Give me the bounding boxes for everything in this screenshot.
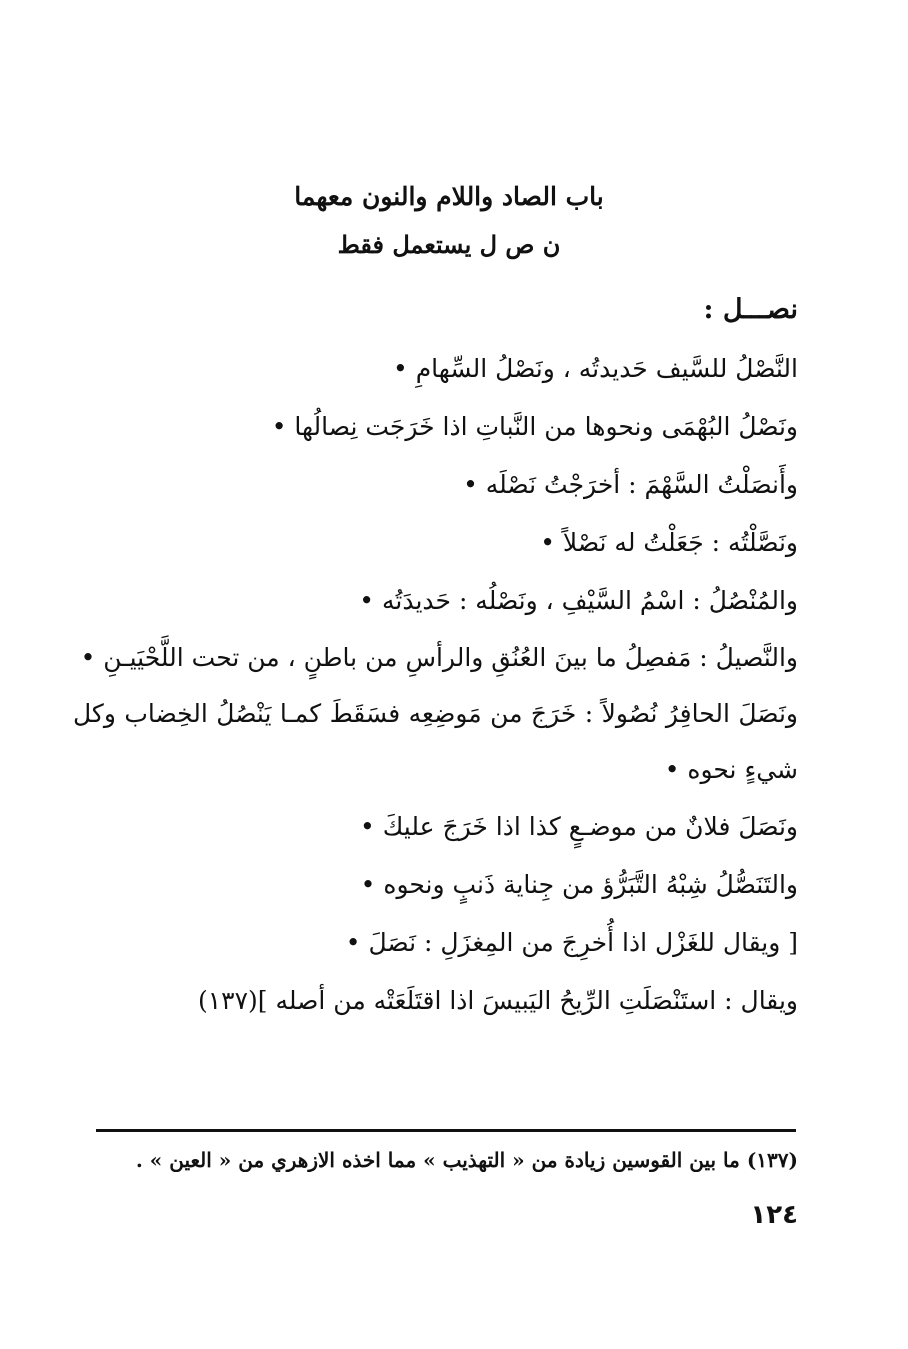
entry-line: والمُنْصُلُ : اسْمُ السَّيْفِ ، ونَصْلُه : حَديدَتُه • — [359, 586, 798, 615]
entry-line: والتَنَصُّلُ شِبْهُ التَّبَرُّؤ من جِناية ذَنبٍ ونحوه • — [360, 870, 798, 899]
page-number: ١٢٤ — [750, 1200, 798, 1230]
footnote: (١٣٧) ما بين القوسين زيادة من « التهذيب » مما اخذه الازهري من « العين » . — [135, 1148, 798, 1172]
chapter-title: باب الصاد واللام والنون معهما — [294, 182, 604, 211]
entry-line: وأَنصَلْتُ السَّهْمَ : أخرَجْتُ نَصْلَه • — [463, 470, 798, 499]
entry-line: والنَّصيلُ : مَفصِلُ ما بينَ العُنُقِ والرأسِ من باطنٍ ، من تحت اللَّحْيَيـنِ • — [80, 643, 798, 672]
entry-line: ونَصَّلْتُه : جَعَلْتُ له نَصْلاً • — [540, 528, 798, 557]
entry-line: ونَصَلَ الحافِرُ نُصُولاً : خَرَجَ من مَوضِعِه فسَقَطَ كمـا يَنْصُلُ الخِضاب وكل شيءٍ نحوه • — [73, 699, 798, 784]
entry-line: [ ويقال للغَزْل اذا أُخرِجَ من المِغزَلِ : نَصَلَ • — [345, 928, 798, 957]
footnote-divider — [96, 1129, 796, 1132]
chapter-subtitle: ن ص ل يستعمل فقط — [337, 230, 561, 259]
entry-line: النَّصْلُ للسَّيف حَديدتُه ، ونَصْلُ السِّهامِ • — [393, 354, 798, 383]
entry-line: ونَصَلَ فلانٌ من موضـعٍ كذا اذا خَرَجَ عليكَ • — [360, 812, 798, 841]
entry-line: ونَصْلُ البُهْمَى ونحوها من النَّباتِ اذا خَرَجَت نِصالُها • — [271, 412, 798, 441]
entry-line: ويقال : استَنْصَلَتِ الرِّيحُ اليَبيسَ اذا اقتَلَعَتْه من أصله ](١٣٧) — [197, 986, 798, 1015]
entry-lines — [73, 340, 798, 1030]
entry-headword: نصـــل : — [703, 294, 798, 325]
